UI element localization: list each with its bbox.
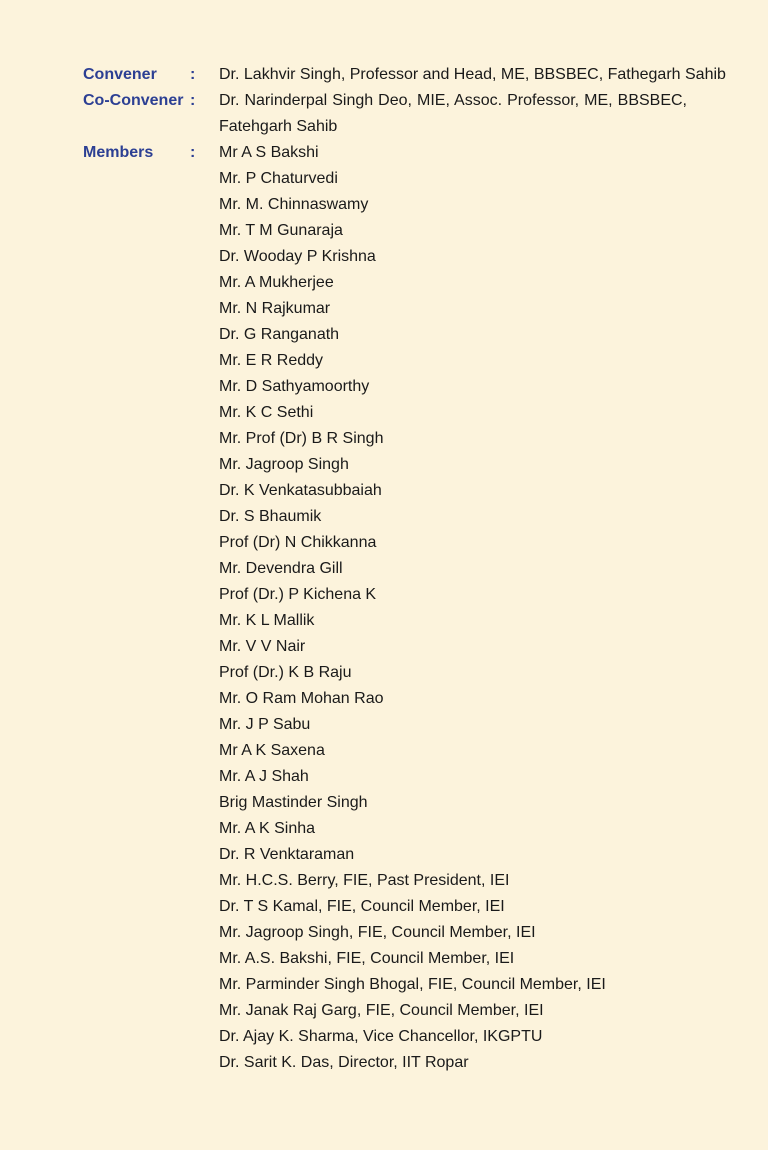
member-name: Prof (Dr.) K B Raju — [219, 664, 352, 681]
member-name: Mr. P Chaturvedi — [219, 170, 338, 187]
member-name: Dr. K Venkatasubbaiah — [219, 482, 382, 499]
member-row — [0, 452, 768, 478]
co-convener-label: Co-Convener — [83, 92, 184, 109]
member-name: Mr. N Rajkumar — [219, 300, 331, 317]
member-row — [0, 296, 768, 322]
member-row — [0, 478, 768, 504]
member-name: Mr. E R Reddy — [219, 352, 324, 369]
member-row — [0, 842, 768, 868]
member-name: Dr. T S Kamal, FIE, Council Member, IEI — [219, 898, 505, 915]
member-name: Mr. Prof (Dr) B R Singh — [219, 430, 384, 447]
member-name: Mr. M. Chinnaswamy — [219, 196, 369, 213]
member-name: Dr. Wooday P Krishna — [219, 248, 376, 265]
member-row — [0, 140, 768, 166]
member-name: Brig Mastinder Singh — [219, 794, 368, 811]
member-name: Mr. H.C.S. Berry, FIE, Past President, IEI — [219, 872, 510, 889]
member-row — [0, 790, 768, 816]
convener-name: Dr. Lakhvir Singh, Professor and Head, ME, BBSBEC, Fathegarh Sahib — [219, 66, 726, 83]
member-row — [0, 166, 768, 192]
member-name: Mr. D Sathyamoorthy — [219, 378, 370, 395]
member-row — [0, 348, 768, 374]
member-row — [0, 738, 768, 764]
member-row — [0, 1024, 768, 1050]
member-name: Dr. Sarit K. Das, Director, IIT Ropar — [219, 1054, 469, 1071]
member-row — [0, 218, 768, 244]
co-convener-name: Dr. Narinderpal Singh Deo, MIE, Assoc. Professor, ME, BBSBEC, Fatehgarh Sahib — [219, 92, 687, 135]
member-name: Mr. A K Sinha — [219, 820, 316, 837]
member-row — [0, 686, 768, 712]
member-name: Mr. Devendra Gill — [219, 560, 343, 577]
member-name: Mr. Jagroop Singh, FIE, Council Member, IEI — [219, 924, 536, 941]
member-name: Mr. J P Sabu — [219, 716, 311, 733]
member-row — [0, 426, 768, 452]
member-row — [0, 556, 768, 582]
members-colon: : — [190, 144, 196, 161]
member-row — [0, 192, 768, 218]
member-row — [0, 712, 768, 738]
member-name: Mr. A J Shah — [219, 768, 309, 785]
member-row — [0, 270, 768, 296]
member-row — [0, 998, 768, 1024]
member-name: Mr. Janak Raj Garg, FIE, Council Member, IEI — [219, 1002, 544, 1019]
member-name: Mr. Jagroop Singh — [219, 456, 349, 473]
convener-row — [0, 62, 768, 88]
member-row — [0, 946, 768, 972]
member-row — [0, 660, 768, 686]
member-row — [0, 244, 768, 270]
members-label: Members — [83, 144, 154, 161]
member-name: Dr. S Bhaumik — [219, 508, 322, 525]
member-row — [0, 608, 768, 634]
member-name: Mr. T M Gunaraja — [219, 222, 343, 239]
member-name: Mr. K L Mallik — [219, 612, 315, 629]
member-row — [0, 374, 768, 400]
member-name: Prof (Dr) N Chikkanna — [219, 534, 377, 551]
co-convener-colon: : — [190, 92, 196, 109]
member-row — [0, 764, 768, 790]
member-row — [0, 582, 768, 608]
member-row — [0, 894, 768, 920]
member-name: Dr. R Venktaraman — [219, 846, 355, 863]
member-row — [0, 634, 768, 660]
member-name: Mr. K C Sethi — [219, 404, 314, 421]
member-name: Dr. G Ranganath — [219, 326, 340, 343]
member-name: Mr. O Ram Mohan Rao — [219, 690, 384, 707]
member-row — [0, 868, 768, 894]
convener-colon: : — [190, 66, 196, 83]
member-name: Mr. A.S. Bakshi, FIE, Council Member, IEI — [219, 950, 515, 967]
convener-label: Convener — [83, 66, 157, 83]
member-name: Mr. V V Nair — [219, 638, 306, 655]
member-row — [0, 400, 768, 426]
member-name: Mr. A Mukherjee — [219, 274, 334, 291]
member-row — [0, 816, 768, 842]
member-row — [0, 322, 768, 348]
member-row — [0, 530, 768, 556]
member-name: Prof (Dr.) P Kichena K — [219, 586, 377, 603]
member-name: Mr A K Saxena — [219, 742, 325, 759]
member-row — [0, 972, 768, 998]
member-name: Dr. Ajay K. Sharma, Vice Chancellor, IKGPTU — [219, 1028, 543, 1045]
member-row — [0, 920, 768, 946]
member-row — [0, 504, 768, 530]
member-name: Mr. Parminder Singh Bhogal, FIE, Council Member, IEI — [219, 976, 606, 993]
member-row — [0, 1050, 768, 1076]
co-convener-row — [0, 88, 768, 140]
member-name: Mr A S Bakshi — [219, 144, 319, 161]
